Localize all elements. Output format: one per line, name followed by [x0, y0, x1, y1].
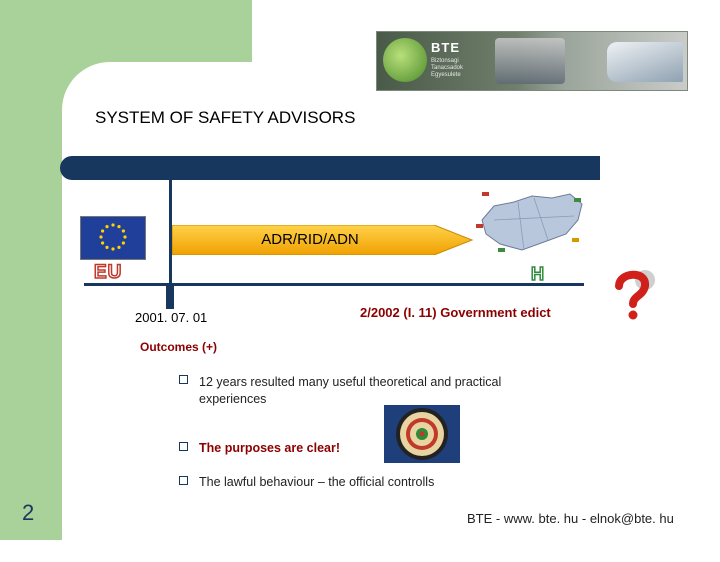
start-date: 2001. 07. 01 — [135, 310, 208, 325]
bullet-text: 12 years resulted many useful theoretical and practical experiences — [199, 375, 502, 406]
logo-name: BTE — [431, 40, 460, 55]
bte-logo-icon — [383, 38, 427, 82]
question-mark-icon — [605, 266, 663, 322]
bullet-item — [179, 475, 479, 491]
hungary-label: H — [531, 264, 544, 284]
regulation-label: ADR/RID/ADN — [261, 231, 359, 248]
eu-flag-icon — [80, 216, 146, 260]
dartboard-icon — [384, 405, 460, 463]
footer-text: BTE - www. bte. hu - elnok@bte. hu — [467, 511, 674, 526]
government-edict: 2/2002 (I. 11) Government edict — [360, 305, 551, 320]
slide-title: SYSTEM OF SAFETY ADVISORS — [95, 108, 356, 127]
hungary-map-icon — [474, 190, 586, 256]
bullet-text: The purposes are clear! — [199, 441, 341, 455]
timeline-marker — [166, 283, 174, 309]
checkbox-bullet-icon — [179, 375, 188, 384]
checkbox-bullet-icon — [179, 476, 188, 485]
bullet-text: The lawful behaviour – the official controlls — [199, 475, 435, 489]
timeline-axis — [84, 283, 584, 286]
logo-subtitle: Biztonsagi Tanacsadok Egyesulete — [431, 58, 464, 78]
bte-logo-banner — [376, 31, 688, 91]
bullet-item — [179, 441, 379, 457]
train-image — [607, 42, 683, 82]
checkbox-bullet-icon — [179, 442, 188, 451]
bullet-item — [179, 374, 559, 408]
page-number: 2 — [22, 500, 35, 525]
truck-image — [495, 38, 565, 84]
outcomes-heading: Outcomes (+) — [140, 340, 218, 354]
header-bar — [60, 156, 600, 180]
eu-label: EU — [94, 262, 123, 283]
